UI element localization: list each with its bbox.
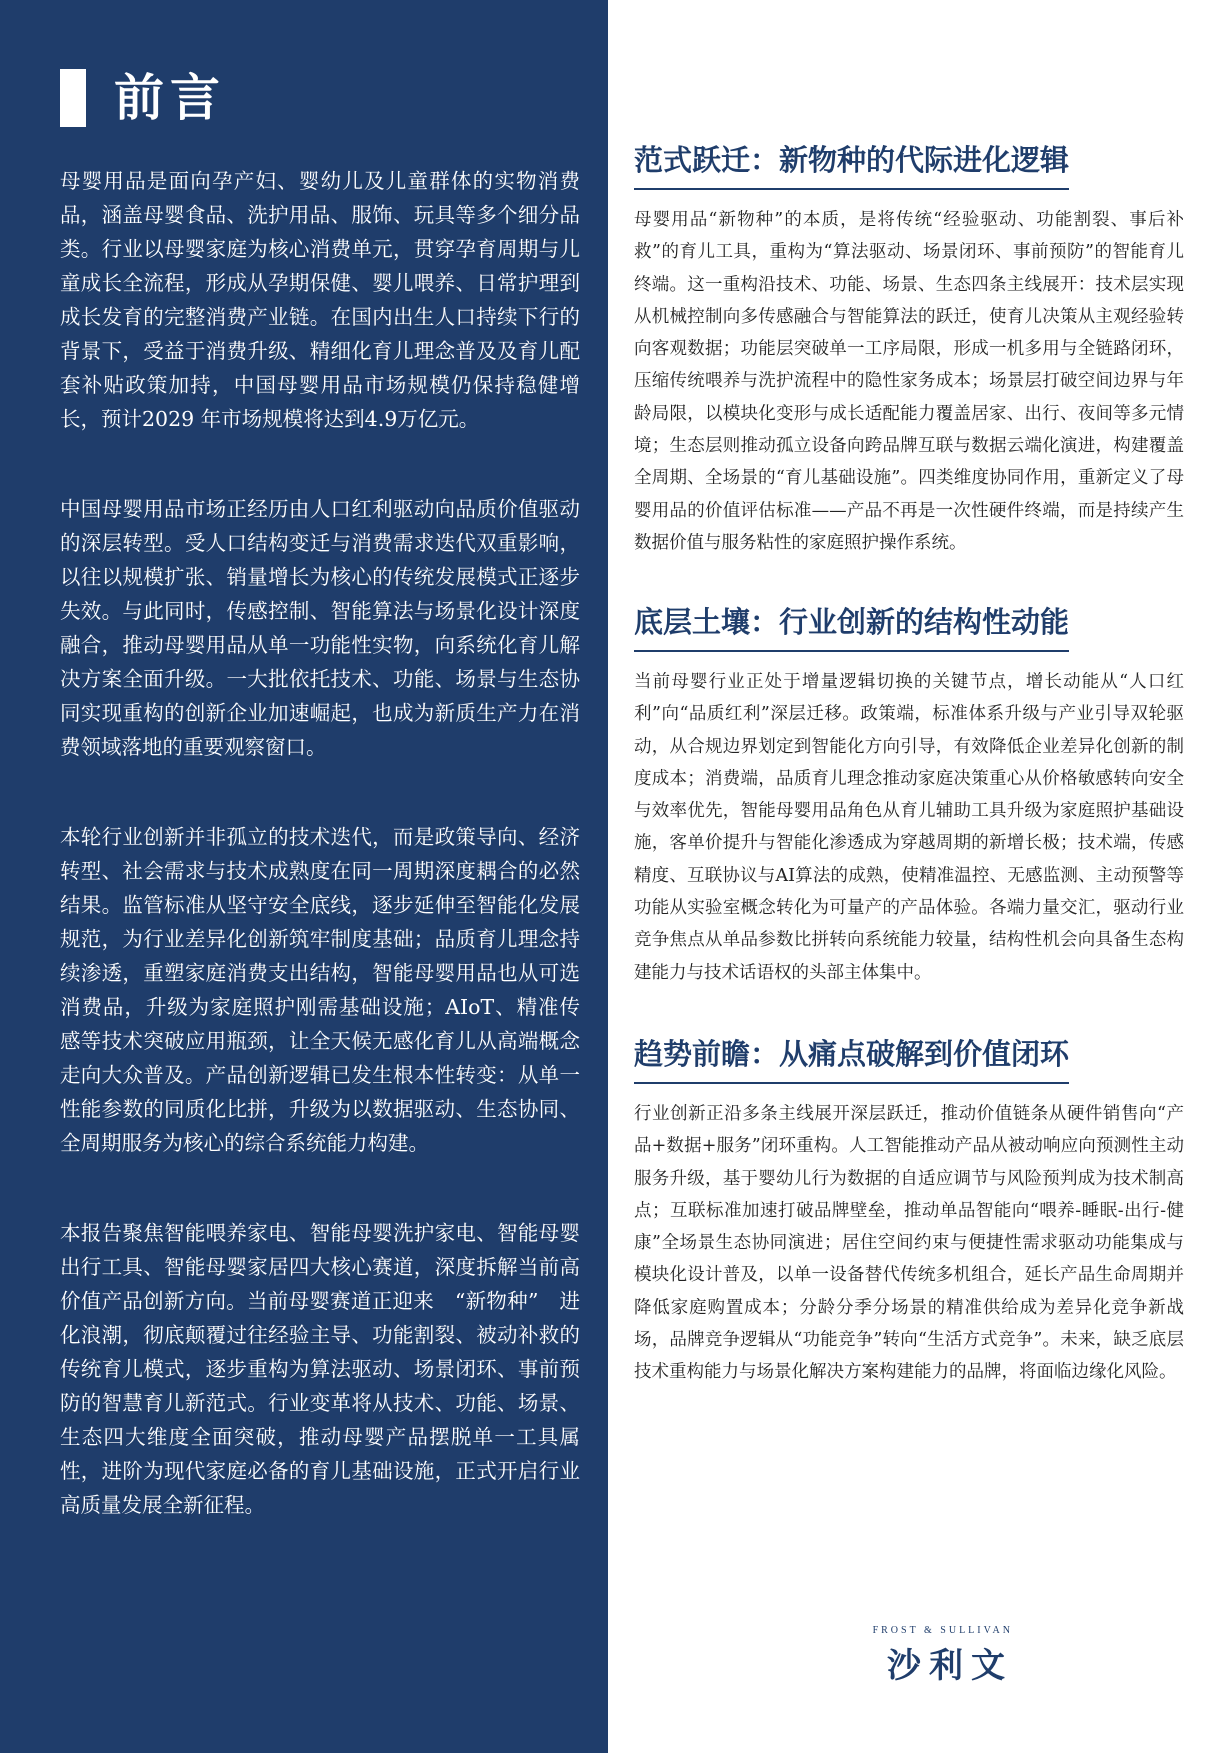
title-accent-bar — [60, 69, 86, 127]
section-body: 行业创新正沿多条主线展开深层跃迁，推动价值链条从硬件销售向“产品+数据+服务”闭环重构。人工智能推动产品从被动响应向预测性主动服务升级，基于婴幼儿行为数据的自适应调节与风险预判成为技术制高点；互联标准加速打破品牌壁垒，推动单品智能向“喂养-睡眠-出行-健康”全场景生态协同演进；居住空间约束与便捷性需求驱动功能集成与模块化设计普及，以单一设备替代传统多机组合，延长产品生命周期并降低家庭购置成本；分龄分季分场景的精准供给成为差异化竞争新战场，品牌竞争逻辑从“功能竞争”转向“生活方式竞争”。未来，缺乏底层技术重构能力与场景化解决方案构建能力的品牌，将面临边缘化风险。 — [634, 1104, 1184, 1383]
logo-english: FROST & SULLIVAN — [872, 1625, 1013, 1636]
left-body — [60, 164, 580, 1578]
brand-logo — [833, 1625, 1013, 1687]
left-paragraph: 中国母婴用品市场正经历由人口红利驱动向品质价值驱动的深层转型。受人口结构变迁与消费需求迭代双重影响，以往以规模扩张、销量增长为核心的传统发展模式正逐步失效。与此同时，传感控制、智能算法与场景化设计深度融合，推动母婴用品从单一功能性实物，向系统化育儿解决方案全面升级。一大批依托技术、功能、场景与生态协同实现重构的创新企业加速崛起，也成为新质生产力在消费领域落地的重要观察窗口。 — [60, 497, 580, 759]
logo-chinese: 沙利文 — [887, 1646, 1013, 1686]
page-title: 前言 — [114, 69, 226, 127]
section-outlook — [634, 1034, 1184, 1389]
section-body: 当前母婴行业正处于增量逻辑切换的关键节点，增长动能从“人口红利”向“品质红利”深层迁移。政策端，标准体系升级与产业引导双轮驱动，从合规边界划定到智能化方向引导，有效降低企业差异化创新的制度成本；消费端，品质育儿理念推动家庭决策重心从价格敏感转向安全与效率优先，智能母婴用品角色从育儿辅助工具升级为家庭照护基础设施，客单价提升与智能化渗透成为穿越周期的新增长极；技术端，传感精度、互联协议与AI算法的成熟，使精准温控、无感监测、主动预警等功能从实验室概念转化为可量产的产品体验。各端力量交汇，驱动行业竞争焦点从单品参数比拼转向系统能力较量，结构性机会向具备生态构建能力与技术话语权的头部主体集中。 — [634, 672, 1184, 983]
section-heading: 底层土壤：行业创新的结构性动能 — [634, 602, 1069, 652]
page-title-row — [60, 68, 226, 128]
right-panel — [608, 0, 1213, 1753]
left-paragraph: 本报告聚焦智能喂养家电、智能母婴洗护家电、智能母婴出行工具、智能母婴家居四大核心赛道，深度拆解当前高价值产品创新方向。当前母婴赛道正迎来 “新物种” 进化浪潮，彻底颠覆过往经验主导、功能割裂、被动补救的传统育儿模式，逐步重构为算法驱动、场景闭环、事前预防的智慧育儿新范式。行业变革将从技术、功能、场景、生态四大维度全面突破，推动母婴产品摆脱单一工具属性，进阶为现代家庭必备的育儿基础设施，正式开启行业高质量发展全新征程。 — [60, 1221, 580, 1517]
section-paradigm — [634, 140, 1184, 559]
section-heading: 范式跃迁：新物种的代际进化逻辑 — [634, 140, 1069, 190]
left-paragraph: 母婴用品是面向孕产妇、婴幼儿及儿童群体的实物消费品，涵盖母婴食品、洗护用品、服饰、玩具等多个细分品类。行业以母婴家庭为核心消费单元，贯穿孕育周期与儿童成长全流程，形成从孕期保健、婴儿喂养、日常护理到成长发育的完整消费产业链。在国内出生人口持续下行的背景下，受益于消费升级、精细化育儿理念普及及育儿配套补贴政策加持，中国母婴用品市场规模仍保持稳健增长，预计2029 年市场规模将达到4.9万亿元。 — [60, 169, 580, 431]
section-foundation — [634, 602, 1184, 989]
section-body: 母婴用品“新物种”的本质，是将传统“经验驱动、功能割裂、事后补救”的育儿工具，重构为“算法驱动、场景闭环、事前预防”的智能育儿终端。这一重构沿技术、功能、场景、生态四条主线展开：技术层实现从机械控制向多传感融合与智能算法的跃迁，使育儿决策从主观经验转向客观数据；功能层突破单一工序局限，形成一机多用与全链路闭环，压缩传统喂养与洗护流程中的隐性家务成本；场景层打破空间边界与年龄局限，以模块化变形与成长适配能力覆盖居家、出行、夜间等多元情境；生态层则推动孤立设备向跨品牌互联与数据云端化演进，构建覆盖全周期、全场景的“育儿基础设施”。四类维度协同作用，重新定义了母婴用品的价值评估标准——产品不再是一次性硬件终端，而是持续产生数据价值与服务粘性的家庭照护操作系统。 — [634, 210, 1184, 553]
section-heading: 趋势前瞻：从痛点破解到价值闭环 — [634, 1034, 1069, 1084]
left-paragraph: 本轮行业创新并非孤立的技术迭代，而是政策导向、经济转型、社会需求与技术成熟度在同一周期深度耦合的必然结果。监管标准从坚守安全底线，逐步延伸至智能化发展规范，为行业差异化创新筑牢制度基础；品质育儿理念持续渗透，重塑家庭消费支出结构，智能母婴用品也从可选消费品，升级为家庭照护刚需基础设施；AIoT、精准传感等技术突破应用瓶颈，让全天候无感化育儿从高端概念走向大众普及。产品创新逻辑已发生根本性转变：从单一性能参数的同质化比拼，升级为以数据驱动、生态协同、全周期服务为核心的综合系统能力构建。 — [60, 825, 580, 1155]
